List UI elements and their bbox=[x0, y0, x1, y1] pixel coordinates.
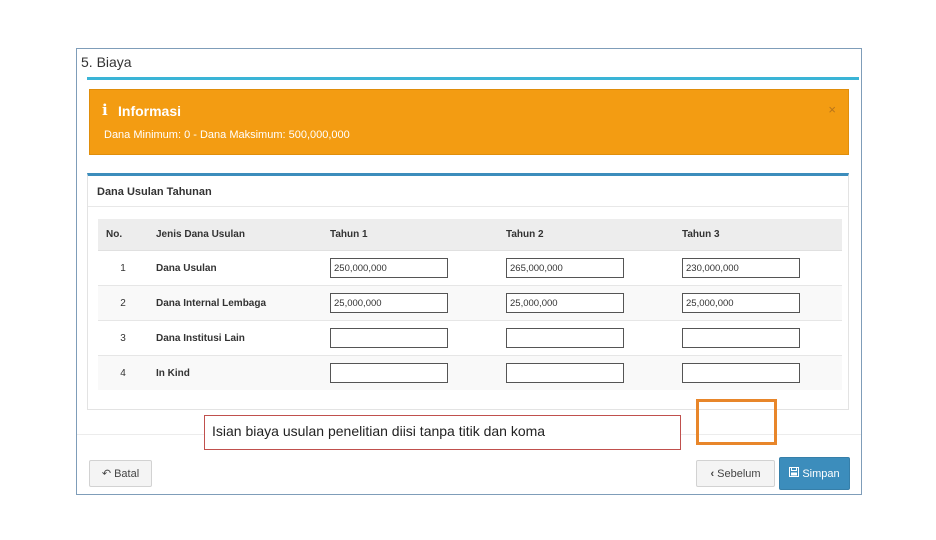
dana-internal-tahun-2-input[interactable] bbox=[506, 293, 624, 313]
batal-label: Batal bbox=[114, 467, 140, 480]
dana-usulan-tahun-3-input[interactable] bbox=[682, 258, 800, 278]
info-alert-text: Dana Minimum: 0 - Dana Maksimum: 500,000,000 bbox=[104, 129, 350, 141]
header-tahun-2: Tahun 2 bbox=[498, 219, 674, 251]
dana-internal-tahun-3-input[interactable] bbox=[682, 293, 800, 313]
row-number: 4 bbox=[98, 356, 148, 391]
cell-tahun-1 bbox=[322, 286, 498, 321]
header-tahun-1: Tahun 1 bbox=[322, 219, 498, 251]
header-tahun-3: Tahun 3 bbox=[674, 219, 842, 251]
save-icon bbox=[789, 467, 799, 480]
row-number: 3 bbox=[98, 321, 148, 356]
cell-tahun-3 bbox=[674, 356, 842, 391]
in-kind-tahun-1-input[interactable] bbox=[330, 363, 448, 383]
row-label: Dana Usulan bbox=[148, 251, 322, 286]
info-icon: i bbox=[102, 101, 108, 119]
instruction-callout: Isian biaya usulan penelitian diisi tanpa titik dan koma bbox=[204, 415, 681, 450]
panel-divider bbox=[88, 206, 848, 207]
row-number: 1 bbox=[98, 251, 148, 286]
header-no: No. bbox=[98, 219, 148, 251]
table-header-row bbox=[98, 219, 842, 251]
title-divider bbox=[87, 77, 859, 80]
panel-title: Dana Usulan Tahunan bbox=[97, 186, 212, 198]
table-row bbox=[98, 356, 842, 391]
cell-tahun-3 bbox=[674, 286, 842, 321]
close-icon[interactable]: × bbox=[828, 102, 836, 117]
simpan-button[interactable] bbox=[779, 457, 850, 490]
cell-tahun-2 bbox=[498, 251, 674, 286]
dana-usulan-table bbox=[98, 219, 842, 390]
table-row bbox=[98, 251, 842, 286]
sebelum-label: Sebelum bbox=[717, 467, 761, 480]
cell-tahun-3 bbox=[674, 321, 842, 356]
cell-tahun-2 bbox=[498, 356, 674, 391]
in-kind-tahun-3-input[interactable] bbox=[682, 363, 800, 383]
dana-institusi-tahun-2-input[interactable] bbox=[506, 328, 624, 348]
simpan-label: Simpan bbox=[802, 467, 840, 480]
cell-tahun-1 bbox=[322, 321, 498, 356]
table-row bbox=[98, 286, 842, 321]
info-alert bbox=[89, 89, 849, 155]
cell-tahun-1 bbox=[322, 251, 498, 286]
dana-institusi-tahun-1-input[interactable] bbox=[330, 328, 448, 348]
row-number: 2 bbox=[98, 286, 148, 321]
cell-tahun-2 bbox=[498, 321, 674, 356]
cell-tahun-1 bbox=[322, 356, 498, 391]
batal-button[interactable] bbox=[89, 460, 152, 487]
table-row bbox=[98, 321, 842, 356]
cell-tahun-3 bbox=[674, 251, 842, 286]
dana-usulan-tahun-1-input[interactable] bbox=[330, 258, 448, 278]
undo-icon: ↶ bbox=[101, 468, 112, 480]
dana-internal-tahun-1-input[interactable] bbox=[330, 293, 448, 313]
sebelum-button[interactable] bbox=[696, 460, 775, 487]
dana-institusi-tahun-3-input[interactable] bbox=[682, 328, 800, 348]
dana-usulan-tahun-2-input[interactable] bbox=[506, 258, 624, 278]
in-kind-tahun-2-input[interactable] bbox=[506, 363, 624, 383]
page-title: 5. Biaya bbox=[81, 54, 132, 70]
dana-usulan-panel bbox=[87, 173, 849, 410]
info-alert-title: Informasi bbox=[118, 103, 182, 119]
row-label: Dana Institusi Lain bbox=[148, 321, 322, 356]
row-label: Dana Internal Lembaga bbox=[148, 286, 322, 321]
cell-tahun-2 bbox=[498, 286, 674, 321]
chevron-left-icon: ‹ bbox=[710, 467, 715, 480]
header-jenis-dana: Jenis Dana Usulan bbox=[148, 219, 322, 251]
row-label: In Kind bbox=[148, 356, 322, 391]
